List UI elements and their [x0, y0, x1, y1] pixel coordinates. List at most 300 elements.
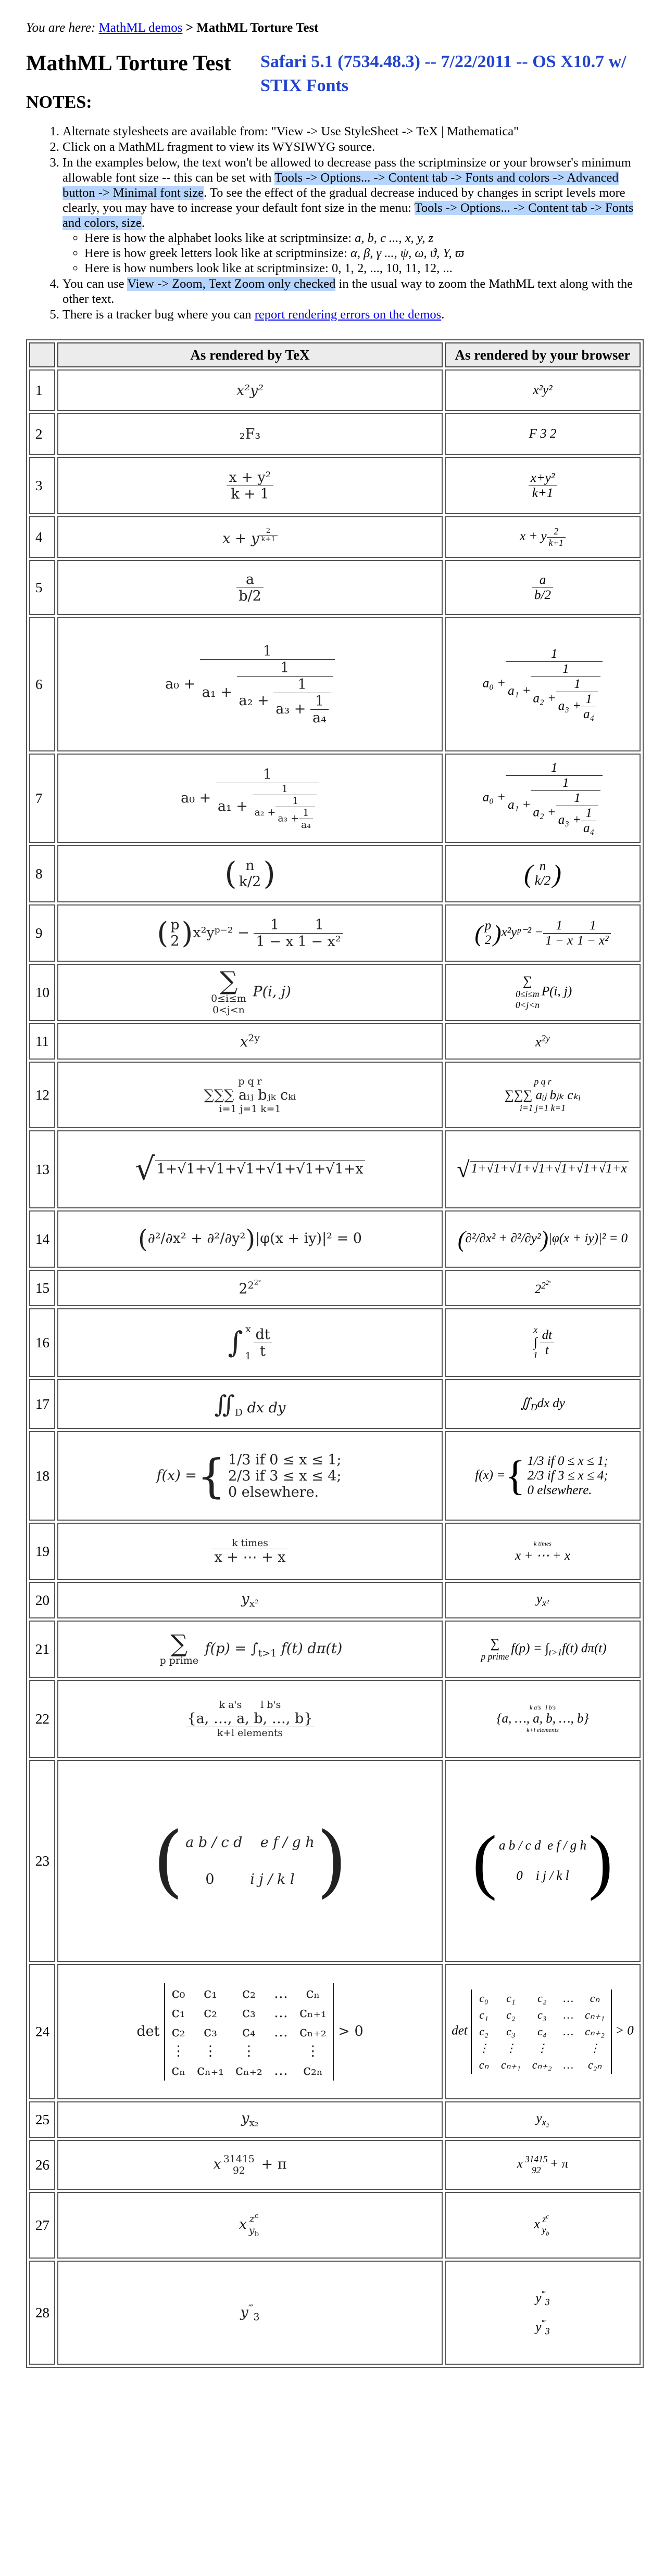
col-header-tex: As rendered by TeX [57, 342, 443, 367]
matrix-block: 0 [516, 1869, 523, 1883]
numerator: 1 [581, 806, 596, 821]
nested-scripts [247, 2212, 261, 2238]
denominator: k+1 [261, 535, 275, 544]
matrix-cell: c₂ₙ [587, 2058, 602, 2071]
superscript: 2y [541, 1032, 550, 1043]
browser-formula-27[interactable] [445, 2192, 641, 2259]
table-row [29, 617, 641, 751]
numerator: 1 [254, 917, 295, 934]
numerator: dt [540, 1328, 554, 1343]
note-5 [62, 307, 641, 322]
table-row [29, 369, 641, 411]
row-number: 19 [29, 1523, 55, 1580]
denominator [531, 791, 600, 836]
browser-formula-21[interactable] [445, 1621, 641, 1678]
formula-base: x [517, 2157, 523, 2171]
numerator: 1 [556, 791, 599, 806]
matrix-row [473, 2041, 610, 2056]
prime-line [533, 2318, 552, 2337]
hankel-matrix [471, 1990, 612, 2074]
matrix-cell: ⋮ [203, 2043, 218, 2059]
formula-text: {a, …, a, b, …, b} [496, 1712, 589, 1726]
row-number: 18 [29, 1431, 55, 1521]
formula-base: x [534, 2217, 540, 2231]
integral-limits [243, 1323, 254, 1362]
denominator: t [260, 1343, 266, 1359]
denominator: a₄ [300, 819, 311, 831]
numerator: 1 [200, 643, 335, 660]
formula-base: y [241, 2110, 249, 2127]
fraction [531, 776, 600, 836]
sum-operator [209, 966, 248, 1016]
breadcrumb [26, 21, 319, 35]
fraction [254, 1327, 272, 1359]
row-number: 12 [29, 1062, 55, 1128]
matrix-cell: cₙ₊₁ [585, 2008, 605, 2021]
block-row [183, 1871, 317, 1888]
matrix-cell: c₂ₙ [303, 2062, 323, 2078]
numerator: 1 [581, 692, 596, 707]
formula-text: + π [549, 2157, 569, 2171]
browser-formula-1[interactable] [445, 369, 641, 411]
brace-construct [495, 1704, 591, 1734]
matrix-cell: c₂ [204, 2004, 217, 2021]
brace-label: l b's [545, 1704, 556, 1711]
formula-text: f(t) dπ(t) [562, 1641, 607, 1655]
brace-label: k times [232, 1537, 268, 1549]
tex-formula-4 [57, 516, 443, 558]
sum-lower: i=1 j=1 k=1 [520, 1103, 566, 1113]
browser-formula-13[interactable]: √ 1+√1+√1+√1+√1+√1+√1+x [445, 1130, 641, 1208]
bottom: 2 [170, 933, 180, 949]
matrix-row [166, 2023, 332, 2041]
browser-formula-19[interactable] [445, 1523, 641, 1580]
breadcrumb-prefix: You are here: [26, 21, 96, 35]
sum-sign: ∑ [170, 1629, 188, 1657]
fraction [581, 806, 596, 836]
browser-formula-25[interactable] [445, 2101, 641, 2138]
formula-text: x + ⋯ + x [515, 1548, 570, 1563]
corner-cell [29, 342, 55, 367]
overbrace [212, 1537, 287, 1565]
formula-base: y [535, 2291, 542, 2305]
matrix-block: i j / k l [250, 1871, 295, 1888]
row-number: 22 [29, 1680, 55, 1758]
piecewise-cases [525, 1454, 610, 1498]
matrix-cell: … [273, 1985, 288, 2001]
tex-formula-22 [57, 1680, 443, 1758]
tex-formula-16 [57, 1308, 443, 1377]
browser-formula-14[interactable]: (∂²/∂x² + ∂²/∂y²)|φ(x + iy)|² = 0 [445, 1210, 641, 1268]
bottom: k/2 [534, 874, 551, 888]
brace-label: k a's [529, 1704, 541, 1711]
row-number: 27 [29, 2192, 55, 2259]
sub-greek-text: Here is how greek letters look like at scriptminsize: [84, 246, 350, 260]
binomial [483, 919, 494, 948]
block-matrix [183, 1834, 317, 1888]
tex-formula-5 [57, 560, 443, 615]
sum-lower-2: 0<j<n [212, 1004, 245, 1016]
note-3-highlight-2: Tools -> Options... -> Content tab -> Fonts and colors, size [62, 201, 634, 230]
sum-operator [479, 1637, 511, 1662]
matrix-cell: ⋮ [171, 2043, 186, 2059]
tex-formula-11 [57, 1023, 443, 1060]
row-number: 8 [29, 845, 55, 902]
prime-superscript: ‴ [541, 2318, 545, 2328]
browser-formula-11[interactable] [445, 1023, 641, 1060]
block-row [497, 1839, 588, 1853]
subscript: y [542, 2225, 546, 2236]
superscript: 2ˣ [254, 1279, 261, 1287]
matrix-cell: c₀ [171, 1985, 185, 2001]
matrix-cell: cₙ [306, 1985, 320, 2001]
browser-formula-28[interactable] [445, 2261, 641, 2365]
sum-lower: p prime [159, 1655, 199, 1666]
table-row [29, 2261, 641, 2365]
tex-formula-26 [57, 2140, 443, 2190]
matrix-block: e f / g h [547, 1839, 587, 1853]
sum-operator [158, 1629, 201, 1666]
sum-sign: ∑ [490, 1636, 500, 1651]
browser-formula-6[interactable] [445, 617, 641, 751]
tex-formula-21 [57, 1621, 443, 1678]
case-row: 1/3 if 0 ≤ x ≤ 1; [527, 1454, 608, 1468]
formula-text: dx dy [247, 1399, 286, 1416]
matrix-row [473, 2007, 610, 2023]
report-errors-link[interactable]: report rendering errors on the demos [254, 308, 442, 322]
fraction [275, 795, 315, 831]
browser-formula-4[interactable] [445, 516, 641, 558]
subscript: 3 [545, 2326, 550, 2337]
formula-text: x²y² [236, 382, 264, 399]
top: p [484, 919, 492, 933]
brace-construct [185, 1699, 315, 1739]
cf-term: a₁ + [508, 684, 531, 698]
formula-text: ∂²/∂x² + ∂²/∂y² [465, 1231, 541, 1245]
denominator [216, 783, 319, 831]
denominator: t [545, 1343, 549, 1357]
tex-formula-8: ( n k/2 ) [57, 845, 443, 902]
sub-greek-sample[interactable]: α, β, γ ..., ψ, ω, ϑ, Υ, ϖ [350, 246, 465, 260]
sum-sign: ∑ [522, 974, 532, 988]
matrix-cell: cₙ₊₁ [500, 2058, 521, 2071]
denominator [275, 807, 315, 831]
sum-lower: i=1 j=1 k=1 [219, 1103, 281, 1115]
formula-text: > 0 [338, 2023, 364, 2039]
subscript: 3 [253, 2311, 260, 2323]
matrix-cell: c₁ [479, 2008, 488, 2021]
fraction [540, 1328, 554, 1358]
det-operator: det [136, 2023, 160, 2039]
top: n [245, 858, 255, 874]
superscript: z [249, 2213, 255, 2225]
sum-lower-1: 0≤i≤m [516, 989, 540, 999]
tex-formula-25 [57, 2101, 443, 2138]
matrix-cell: cₙ₊₁ [299, 2004, 327, 2021]
browser-formula-22[interactable] [445, 1680, 641, 1758]
row-number: 25 [29, 2101, 55, 2138]
sub-greek [84, 246, 641, 261]
tex-formula-3 [57, 457, 443, 514]
fraction [529, 471, 557, 501]
denominator [556, 806, 599, 836]
denominator: k+1 [548, 537, 563, 548]
row-number: 1 [29, 369, 55, 411]
integral-lower: t>1 [548, 1647, 562, 1657]
note-1: 1. Alternate stylesheets are available from: "View -> Use StyleSheet -> TeX | Mathematica" [62, 124, 641, 139]
continued-fraction [506, 647, 603, 722]
integral-stack [531, 1324, 540, 1361]
browser-formula-7[interactable] [445, 754, 641, 843]
note-4-text-b: in the usual way to zoom the MathML text along with the other text. [62, 277, 633, 306]
numerator: 1 [506, 647, 603, 662]
row-number: 9 [29, 904, 55, 962]
tex-formula-28 [57, 2261, 443, 2365]
denominator: 1 − x² [577, 933, 609, 948]
formula-text: P(i, j) [541, 984, 572, 999]
matrix-cell: c₃ [537, 2008, 547, 2021]
formula-base: x + y [222, 530, 259, 547]
region-subscript: D [530, 1402, 537, 1412]
formula-text: x²y² [533, 383, 553, 397]
formula-base: 2 [239, 1281, 248, 1297]
prime-stack [533, 2289, 552, 2337]
breadcrumb-current: MathML Torture Test [196, 21, 319, 35]
case-row: 2/3 if 3 ≤ x ≤ 4; [228, 1468, 342, 1484]
superscript: z [542, 2214, 546, 2225]
overbrace-labels [495, 1704, 591, 1712]
sum-sign: ∑ [219, 966, 238, 996]
browser-formula-20[interactable] [445, 1582, 641, 1618]
browser-formula-17[interactable] [445, 1379, 641, 1429]
formula-base: x [535, 1035, 542, 1050]
row-number: 10 [29, 964, 55, 1021]
formula-base: x [239, 2216, 247, 2233]
sum-operator [513, 974, 542, 1011]
denominator [237, 677, 333, 726]
numerator: a [236, 571, 264, 588]
row-number: 26 [29, 2140, 55, 2190]
sub-numbers-sample[interactable]: 0, 1, 2, ..., 10, 11, 12, ... [331, 261, 453, 275]
formula-base: y [535, 2320, 542, 2335]
denominator [253, 795, 317, 831]
table-row [29, 1308, 641, 1377]
matrix-cell: c₃ [242, 2004, 256, 2021]
browser-formula-2[interactable] [445, 413, 641, 455]
bottom: 2 [484, 933, 492, 947]
tex-formula-6 [57, 617, 443, 751]
matrix-cell: cₙ₊₂ [585, 2025, 605, 2038]
denominator: k+1 [532, 486, 554, 500]
fraction [259, 527, 278, 543]
row-number: 23 [29, 1760, 55, 1962]
cf-term: a₂ + [254, 806, 276, 818]
cf-term: a₃ + [558, 813, 582, 827]
formula-text: f(p) = ∫ [205, 1640, 258, 1657]
subscript: 92 [232, 2165, 245, 2176]
upper-limit: x [533, 1324, 538, 1335]
row-number: 13 [29, 1130, 55, 1208]
matrix-row [473, 1991, 610, 2006]
browser-formula-23[interactable]: ( a b / c d e f / g h 0 i j / k l ) [445, 1760, 641, 1962]
superscript: c [546, 2213, 549, 2221]
matrix-row [166, 2042, 332, 2060]
note-5-text-a: There is a tracker bug where you can [62, 308, 255, 322]
denominator: a₄ [583, 707, 595, 721]
formula-text: ∑∑∑ aᵢⱼ bⱼₖ cₖᵢ [504, 1088, 581, 1102]
formula-text: + π [261, 2156, 287, 2173]
table-row [29, 1062, 641, 1128]
note-4-highlight: View -> Zoom, Text Zoom only checked [127, 277, 336, 291]
matrix-cell: c₂ [537, 1992, 547, 2005]
superscript: 31415 [223, 2153, 255, 2165]
subscript: 3 [545, 2297, 550, 2307]
binomial [168, 917, 181, 949]
table-row [29, 1270, 641, 1306]
cf-term: a₂ + [533, 805, 556, 820]
table-row [29, 845, 641, 902]
matrix-cell: … [273, 2062, 288, 2078]
matrix-cell: c₄ [537, 2025, 547, 2038]
page-subtitle: Safari 5.1 (7534.48.3) -- 7/22/2011 -- OS X10.7 w/ STIX Fonts [260, 52, 627, 95]
matrix-cell: … [563, 2025, 574, 2038]
mathml-demos-link[interactable]: MathML demos [98, 21, 183, 35]
browser-formula-24[interactable] [445, 1964, 641, 2099]
row-number: 7 [29, 754, 55, 843]
matrix-cell: c₂ [171, 2023, 185, 2040]
table-row [29, 2101, 641, 2138]
subscript: y [249, 2224, 255, 2236]
browser-formula-10[interactable] [445, 964, 641, 1021]
formula-text: x + ⋯ + x [212, 1549, 287, 1565]
fraction [575, 919, 610, 948]
fraction [237, 660, 333, 726]
table-row [29, 1582, 641, 1618]
sub-alphabet [84, 231, 641, 246]
upper-limit: x [245, 1323, 251, 1335]
matrix-block: e f / g h [260, 1834, 315, 1851]
browser-formula-16[interactable] [445, 1308, 641, 1377]
underbrace-label: k+l elements [217, 1727, 283, 1739]
denominator [531, 677, 600, 722]
matrix-cell: c₂ [242, 1985, 256, 2001]
formula-text: ∑∑∑ aᵢⱼ bⱼₖ cₖᵢ [204, 1087, 296, 1103]
cf-term: a₂ + [239, 692, 269, 709]
sub-alphabet-sample[interactable]: a, b, c ..., x, y, z [355, 231, 434, 245]
browser-formula-9[interactable]: ( p 2 )x²yᵖ⁻² − $\frac{1}{1 - x}$ $\frac{1}{\text{1 − x²}}$ [445, 904, 641, 962]
nested-radical: 1+√1+√1+√1+√1+√1+√1+x [470, 1161, 629, 1176]
row-number: 5 [29, 560, 55, 615]
matrix-cell [558, 2041, 579, 2056]
denominator: 1 − x [545, 933, 573, 948]
block-row [497, 1869, 588, 1883]
denominator [273, 693, 331, 726]
cf-term: a₃ + [275, 700, 306, 717]
browser-formula-12[interactable] [445, 1062, 641, 1128]
cf-term: a₃ + [558, 699, 582, 713]
sum-lower: p prime [481, 1651, 509, 1662]
matrix-cell: cₙ [171, 2062, 185, 2078]
fraction [543, 919, 575, 948]
formula-text: f(t) dπ(t) [281, 1640, 343, 1657]
block-row [183, 1834, 317, 1851]
browser-formula-5[interactable] [445, 560, 641, 615]
matrix-cell: c₄ [242, 2023, 256, 2040]
top: p [170, 917, 180, 933]
table-header-row [29, 342, 641, 367]
matrix-row [473, 2024, 610, 2039]
nested-scripts [540, 2213, 552, 2237]
subscript: b [546, 2229, 549, 2237]
browser-formula-3[interactable] [445, 457, 641, 514]
formula-text: {a, …, a, b, …, b} [185, 1711, 315, 1727]
numerator: 1 [299, 807, 313, 819]
numerator: 1 [506, 761, 603, 776]
matrix-block: i j / k l [535, 1869, 569, 1883]
row-number: 2 [29, 413, 55, 455]
browser-formula-15[interactable] [445, 1270, 641, 1306]
denominator: b/2 [534, 588, 551, 602]
denominator: k + 1 [231, 486, 269, 502]
browser-formula-8[interactable]: ( n k/2 ) [445, 845, 641, 902]
formula-text: ∂²/∂x² + ∂²/∂y² [147, 1230, 246, 1247]
formula-base: y [536, 2111, 542, 2125]
superscript: 31415 [524, 2154, 548, 2164]
sub-sup [221, 2153, 257, 2176]
tex-formula-17 [57, 1379, 443, 1429]
browser-formula-26[interactable] [445, 2140, 641, 2190]
table-row [29, 516, 641, 558]
formula-text: f(p) = ∫ [511, 1641, 549, 1655]
matrix-row [473, 2057, 610, 2073]
matrix-cell: c₃ [204, 2023, 217, 2040]
formula-base: x [213, 2156, 221, 2173]
tex-formula-10 [57, 964, 443, 1021]
fraction [556, 791, 599, 836]
formula-text: > 0 [615, 2023, 634, 2038]
browser-formula-18[interactable]: f(x) ={ 1/3 if 0 ≤ x ≤ 1; 2/3 if 3 ≤ x ≤ 4; 0 elsewhere. [445, 1431, 641, 1521]
table-row [29, 1964, 641, 2099]
block-matrix [497, 1839, 588, 1883]
note-3-text-c: . [141, 216, 145, 230]
row-number: 6 [29, 617, 55, 751]
fraction [236, 571, 264, 604]
fraction [227, 469, 273, 502]
binomial [237, 858, 264, 890]
table-row [29, 560, 641, 615]
lower-limit: 1 [245, 1350, 252, 1362]
formula-text: f(x) = [475, 1468, 506, 1482]
table-row [29, 964, 641, 1021]
cf-term: a₀ + [181, 789, 211, 806]
numerator: 1 [531, 776, 600, 791]
tex-formula-19 [57, 1523, 443, 1580]
denominator [506, 776, 603, 836]
fraction [581, 692, 596, 722]
matrix-row [166, 2061, 332, 2080]
lower-limit: 1 [533, 1350, 538, 1360]
matrix-cell: … [273, 2004, 288, 2021]
matrix-cell: c₂ [479, 2025, 488, 2038]
table-row [29, 413, 641, 455]
matrix-cell: c₁ [171, 2004, 185, 2021]
formula-base: 2 [534, 1282, 542, 1297]
numerator: 1 [543, 919, 575, 934]
matrix-cell: … [563, 2058, 574, 2071]
formula-base: x [240, 1034, 248, 1050]
page-title: MathML Torture Test [26, 52, 231, 75]
numerator: x+y² [529, 471, 557, 486]
